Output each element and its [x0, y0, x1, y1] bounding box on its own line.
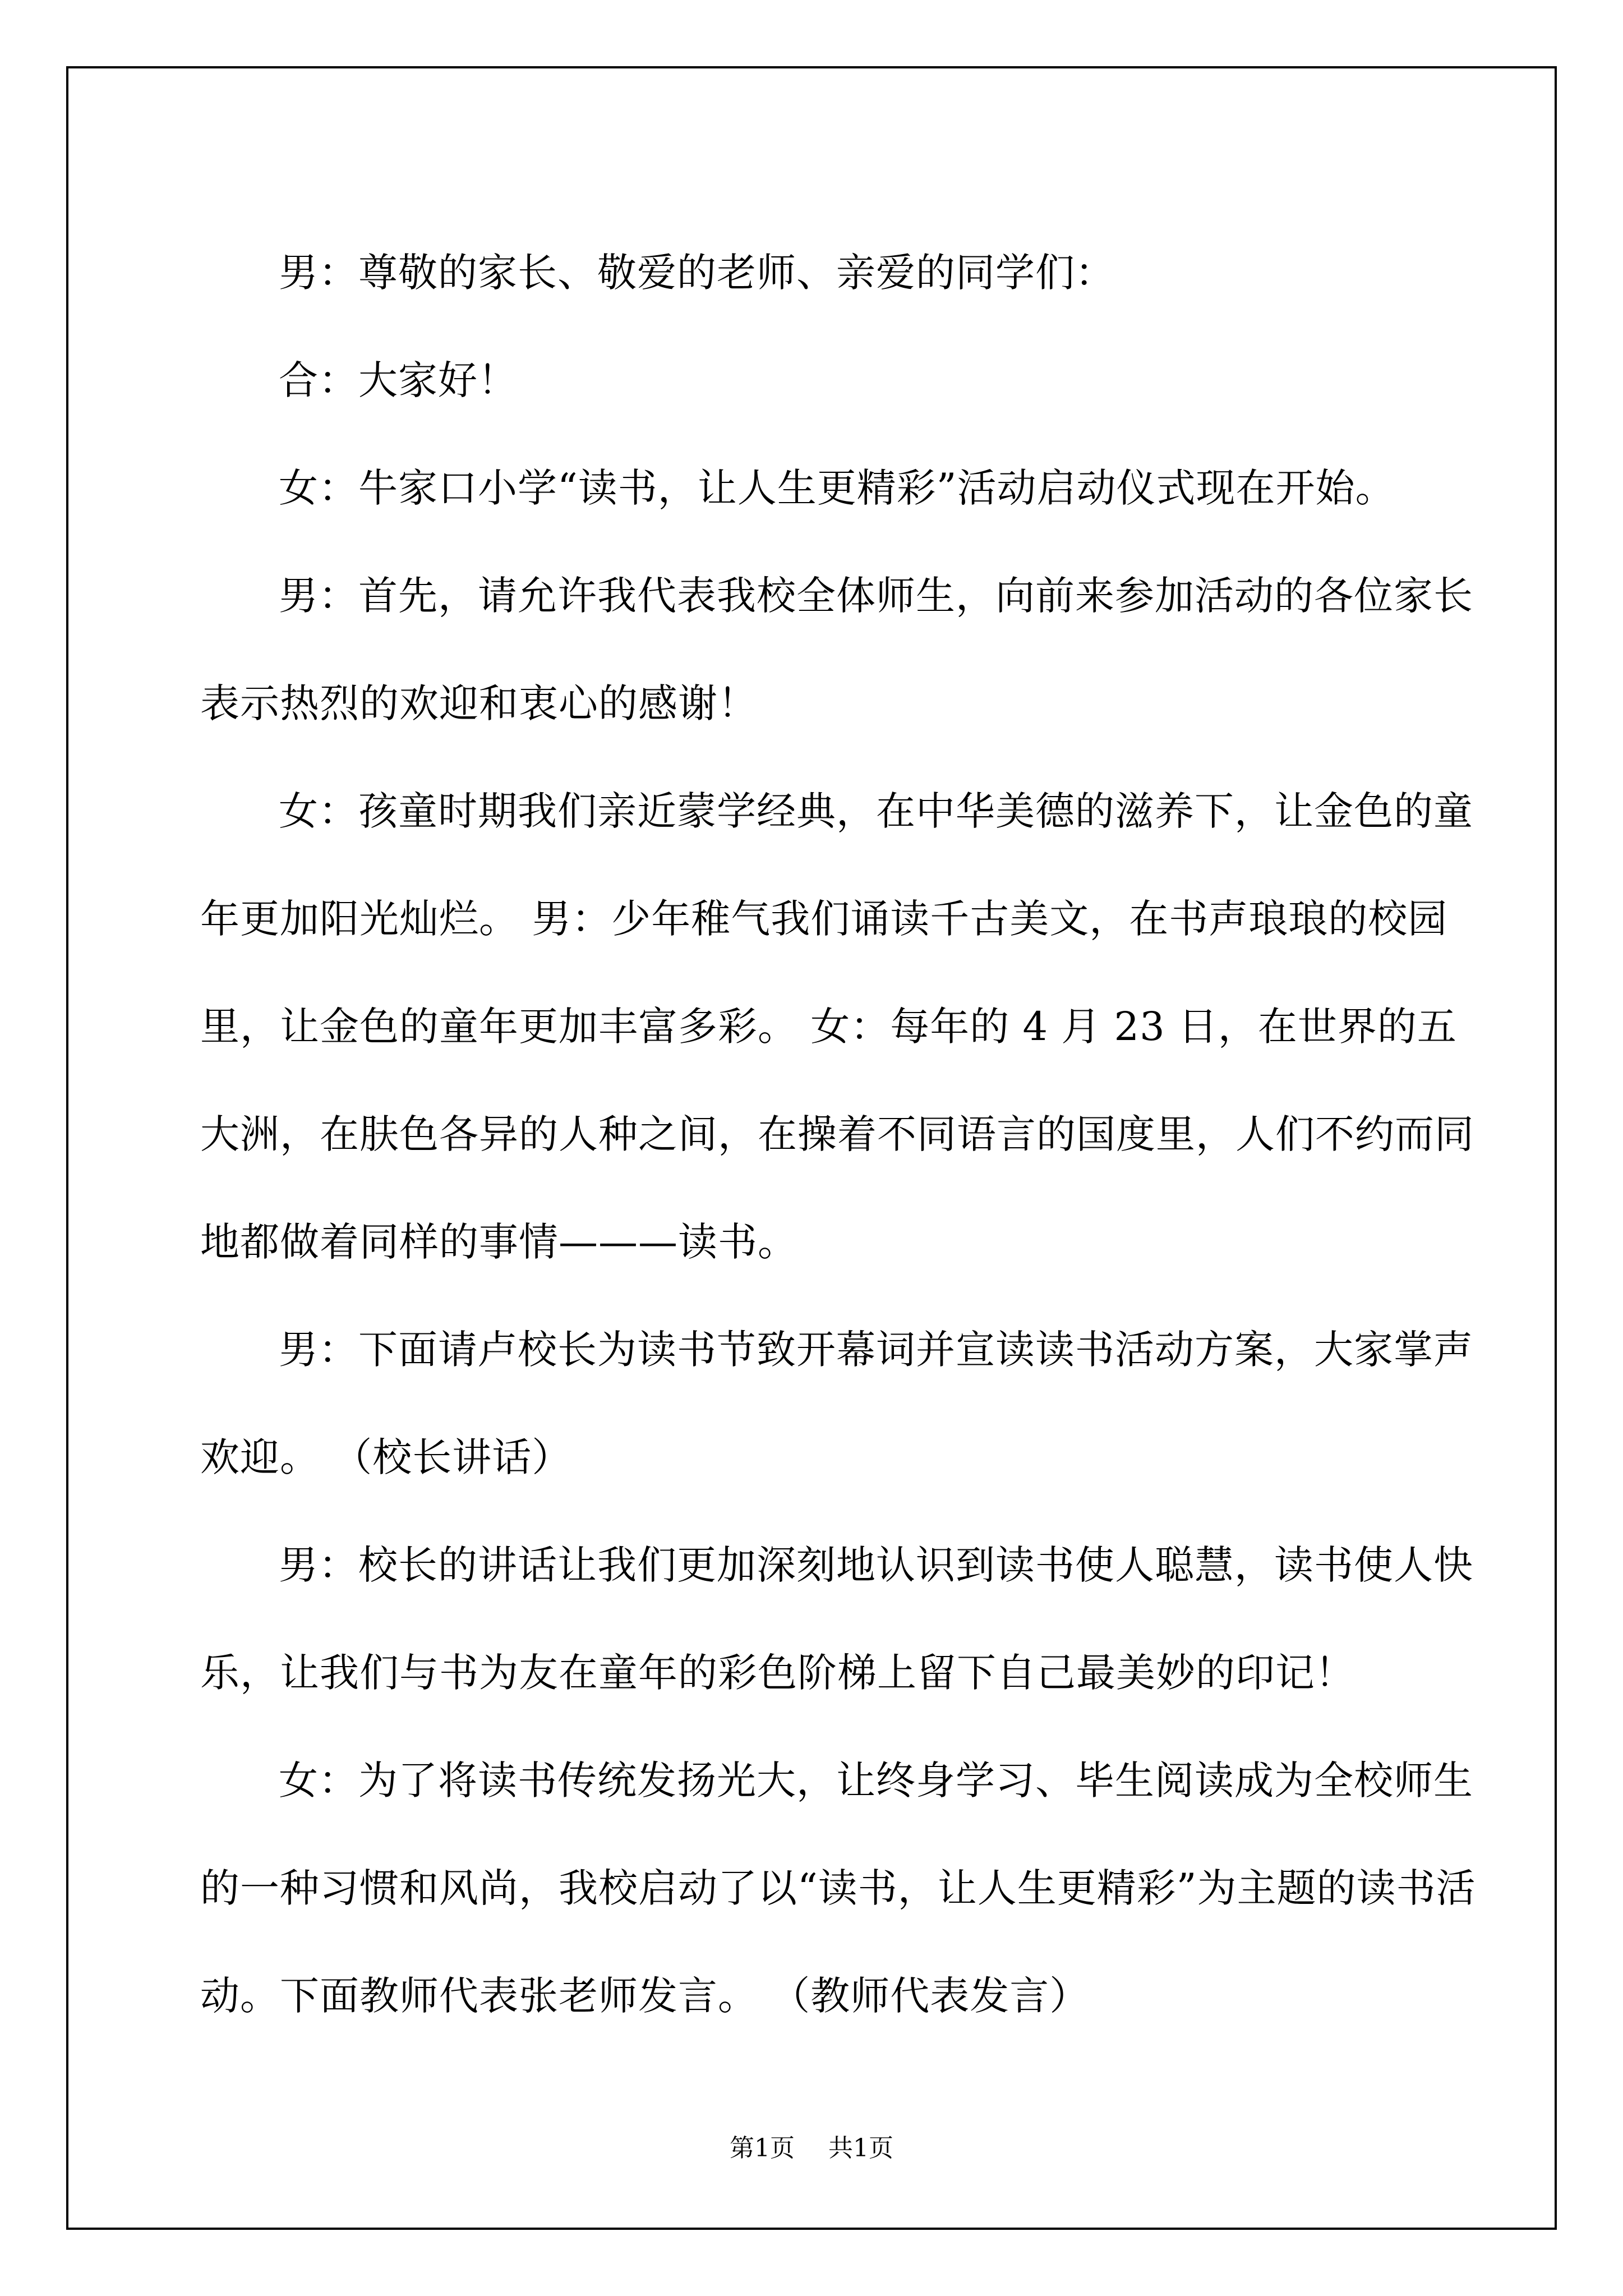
document-body — [200, 219, 1479, 2050]
paragraph-greeting: 男：尊敬的家长、敬爱的老师、亲爱的同学们： — [279, 250, 1115, 296]
paragraph-principal-intro: 男：下面请卢校长为读书节致开幕词并宣读读书活动方案，大家掌声欢迎。 （校长讲话） — [200, 1327, 1473, 1480]
paragraph-reading-day: 女：孩童时期我们亲近蒙学经典，在中华美德的滋养下，让金色的童年更加阳光灿烂。 男：少年稚气我们诵读千古美文，在书声琅琅的校园里，让金色的童年更加丰富多彩。 女：每年的 4 月 23 日，在世界的五大洲，在肤色各异的人种之间，在操着不同语言的国度里，人们不约而同地都做着同样的事情———读书。 — [200, 788, 1474, 1265]
paragraph-welcome: 男：首先，请允许我代表我校全体师生，向前来参加活动的各位家长表示热烈的欢迎和衷心的感谢！ — [200, 573, 1473, 726]
paragraph-all-hello: 合：大家好！ — [279, 357, 518, 403]
page-number-current: 第1页 — [730, 2134, 795, 2162]
page-footer — [0, 2132, 1623, 2165]
paragraph-principal-response: 男：校长的讲话让我们更加深刻地认识到读书使人聪慧，读书使人快乐，让我们与书为友在童年的彩色阶梯上留下自己最美妙的印记！ — [200, 1542, 1473, 1696]
paragraph-opening: 女：牛家口小学“读书，让人生更精彩”活动启动仪式现在开始。 — [279, 465, 1395, 511]
page-number-total: 共1页 — [828, 2134, 893, 2162]
paragraph-teacher-intro: 女：为了将读书传统发扬光大，让终身学习、毕生阅读成为全校师生的一种习惯和风尚，我校启动了以“读书，让人生更精彩”为主题的读书活动。下面教师代表张老师发言。 （教师代表发言） — [200, 1757, 1476, 2019]
